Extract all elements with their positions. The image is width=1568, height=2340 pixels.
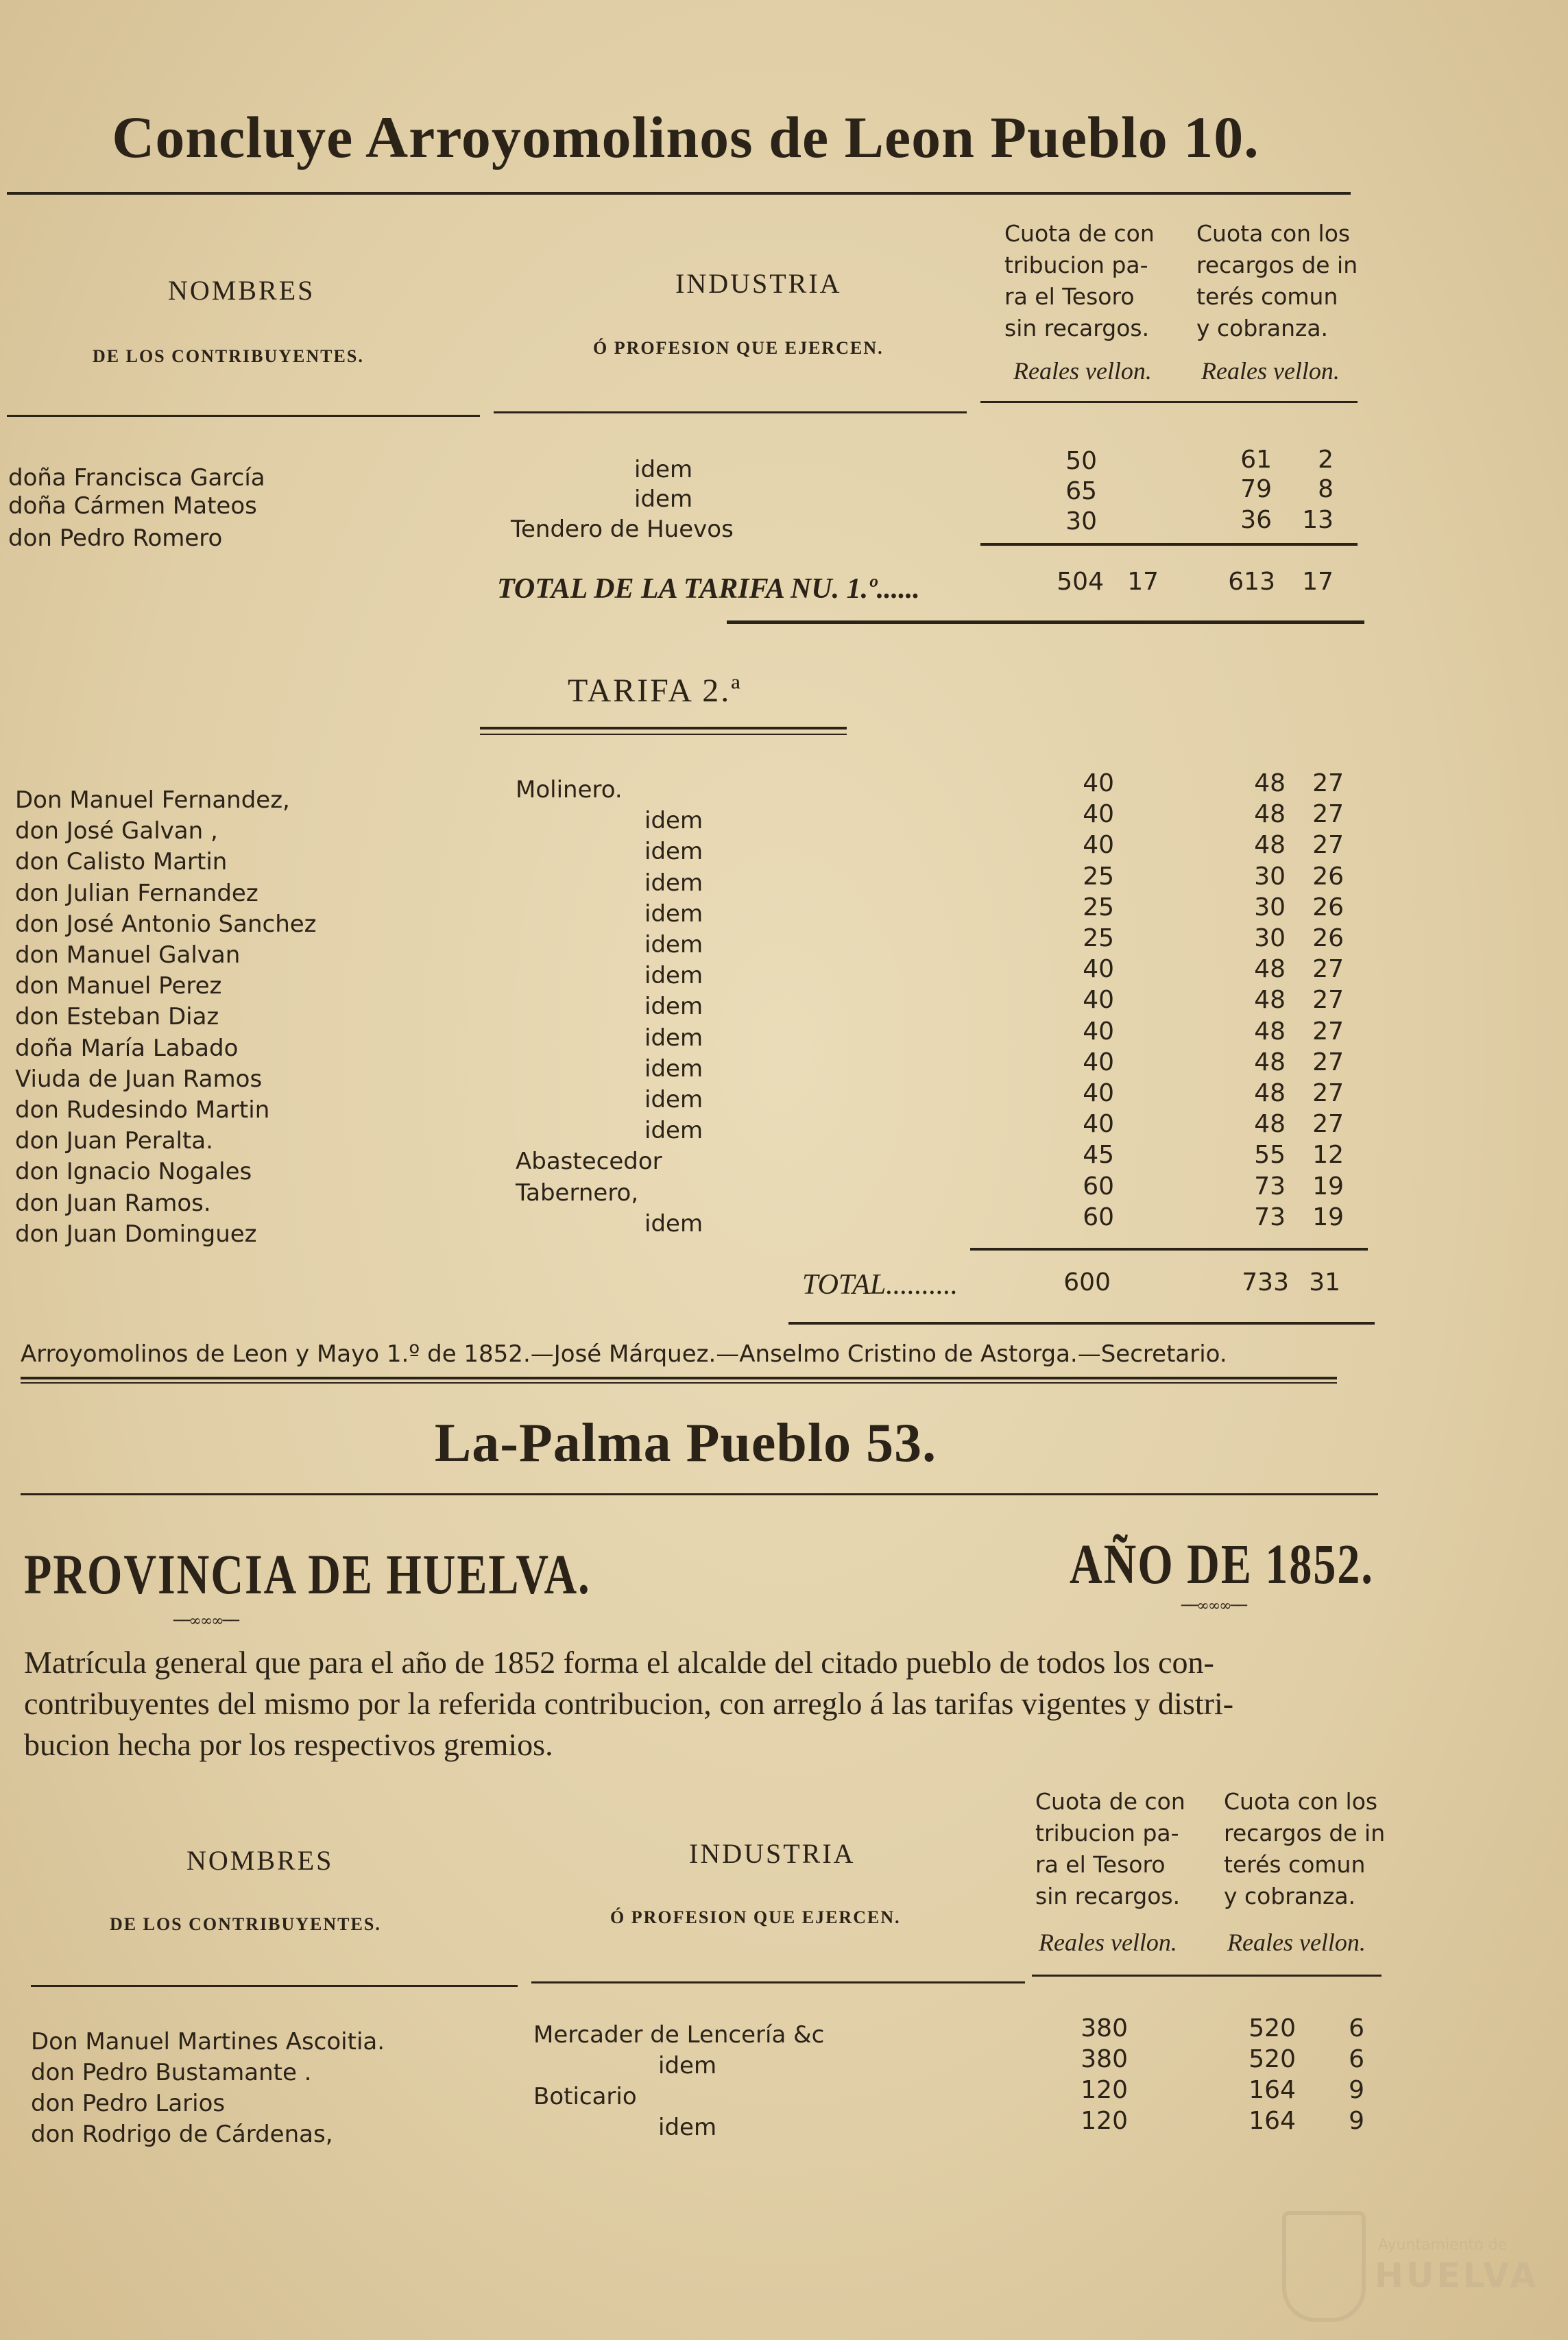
row-industry: idem bbox=[644, 993, 703, 1021]
row-name: don Esteban Diaz bbox=[15, 1003, 219, 1031]
row-industry: idem bbox=[658, 2052, 717, 2079]
row-cuota-recargos: 36 bbox=[1240, 506, 1272, 534]
watermark-main: HUELVA bbox=[1375, 2256, 1539, 2295]
row-industry: idem bbox=[644, 869, 703, 897]
row-industry: Boticario bbox=[533, 2083, 637, 2110]
row-industry: idem bbox=[644, 962, 703, 990]
row-cuota: 65 bbox=[1065, 477, 1097, 505]
row-cuota-cents: 13 bbox=[1302, 506, 1334, 534]
row-name: don Pedro Larios bbox=[31, 2090, 226, 2117]
row-cuota: 40 bbox=[1083, 769, 1114, 797]
row-name: doña Cármen Mateos bbox=[8, 492, 257, 520]
row-cuota-cents: 9 bbox=[1349, 2107, 1364, 2135]
row-cuota-cents: 9 bbox=[1349, 2076, 1364, 2104]
row-cuota-cents: 8 bbox=[1318, 475, 1334, 503]
ornament-icon: ──∞∞∞── bbox=[173, 1613, 238, 1630]
row-cuota-recargos: 48 bbox=[1254, 1048, 1286, 1076]
row-cuota: 380 bbox=[1081, 2014, 1128, 2042]
header-nombres: NOMBRES bbox=[186, 1845, 334, 1876]
row-cuota: 40 bbox=[1083, 1110, 1114, 1139]
divider bbox=[480, 727, 847, 729]
row-cuota-recargos: 30 bbox=[1254, 893, 1286, 921]
row-cuota: 50 bbox=[1065, 447, 1097, 475]
total-cuota-recargos: 613 bbox=[1228, 568, 1275, 596]
row-cuota: 25 bbox=[1083, 862, 1114, 891]
row-cuota-recargos: 73 bbox=[1254, 1172, 1286, 1201]
header-nombres-sub: DE LOS CONTRIBUYENTES. bbox=[93, 346, 364, 366]
divider bbox=[980, 543, 1358, 546]
row-industry: idem bbox=[658, 2114, 717, 2141]
divider bbox=[531, 1981, 1025, 1983]
row-name: don Ignacio Nogales bbox=[15, 1158, 252, 1186]
year-title: AÑO DE 1852. bbox=[1070, 1533, 1374, 1596]
row-name: don José Antonio Sanchez bbox=[15, 910, 317, 938]
row-cuota: 40 bbox=[1083, 1048, 1114, 1076]
row-industry: idem bbox=[644, 807, 703, 835]
row-cuota-recargos: 48 bbox=[1254, 955, 1286, 984]
total-cuota: 600 bbox=[1063, 1268, 1111, 1296]
row-cuota-cents: 27 bbox=[1312, 800, 1344, 829]
province-title: PROVINCIA DE HUELVA. bbox=[24, 1543, 591, 1606]
row-industry: idem bbox=[644, 1054, 703, 1083]
row-name: don Rudesindo Martin bbox=[15, 1096, 270, 1124]
row-name: don Pedro Romero bbox=[8, 524, 223, 552]
total-cuota-recargos: 733 bbox=[1242, 1268, 1289, 1296]
row-cuota-recargos: 61 bbox=[1240, 446, 1272, 474]
row-cuota: 60 bbox=[1083, 1172, 1114, 1201]
intro-paragraph: Matrícula general que para el año de 1852 forma el alcalde del citado pueblo de todos los con- contribuyentes del mismo por la referida contribucion, con arreglo á las tarifas vigentes y distri- bucion hecha por los respectivos gremios. bbox=[24, 1645, 1234, 1762]
row-name: don Manuel Perez bbox=[15, 972, 222, 1000]
row-name: don Juan Dominguez bbox=[15, 1220, 257, 1248]
row-cuota-cents: 27 bbox=[1312, 1048, 1344, 1076]
row-cuota-cents: 19 bbox=[1312, 1203, 1344, 1231]
row-cuota-recargos: 79 bbox=[1240, 475, 1272, 503]
row-cuota-recargos: 164 bbox=[1249, 2107, 1296, 2135]
row-cuota-cents: 19 bbox=[1312, 1172, 1344, 1201]
row-cuota-recargos: 48 bbox=[1254, 1017, 1286, 1046]
row-cuota: 40 bbox=[1083, 831, 1114, 860]
row-cuota-cents: 27 bbox=[1312, 955, 1344, 984]
row-cuota-cents: 27 bbox=[1312, 769, 1344, 797]
row-cuota-cents: 27 bbox=[1312, 986, 1344, 1015]
header-industria-sub: Ó PROFESION QUE EJERCEN. bbox=[610, 1907, 901, 1927]
row-cuota-cents: 26 bbox=[1312, 924, 1344, 952]
row-cuota: 40 bbox=[1083, 800, 1114, 829]
watermark-top: Ayuntamiento de bbox=[1378, 2236, 1508, 2254]
row-cuota-cents: 27 bbox=[1312, 831, 1344, 860]
row-cuota-recargos: 30 bbox=[1254, 862, 1286, 891]
footer-signature: Arroyomolinos de Leon y Mayo 1.º de 1852.—José Márquez.—Anselmo Cristino de Astorga.—Secretario. bbox=[21, 1340, 1227, 1368]
row-cuota: 40 bbox=[1083, 1017, 1114, 1046]
row-cuota-recargos: 520 bbox=[1249, 2014, 1296, 2042]
row-cuota-recargos: 48 bbox=[1254, 831, 1286, 860]
header-cuota-tesoro: Cuota de con tribucion pa- ra el Tesoro sin recargos. bbox=[1035, 1788, 1185, 1909]
header-nombres-sub: DE LOS CONTRIBUYENTES. bbox=[110, 1914, 381, 1934]
row-industry: idem bbox=[644, 1024, 703, 1052]
row-cuota: 25 bbox=[1083, 893, 1114, 921]
total-label: TOTAL DE LA TARIFA NU. 1.º...... bbox=[497, 573, 920, 605]
row-cuota-cents: 6 bbox=[1349, 2014, 1364, 2042]
row-cuota-recargos: 30 bbox=[1254, 924, 1286, 952]
divider bbox=[7, 192, 1351, 195]
row-industry: idem bbox=[644, 931, 703, 958]
row-cuota-cents: 26 bbox=[1312, 893, 1344, 921]
row-cuota-cents: 27 bbox=[1312, 1017, 1344, 1046]
row-cuota: 45 bbox=[1083, 1141, 1114, 1170]
row-cuota-cents: 12 bbox=[1312, 1141, 1344, 1170]
row-name: Don Manuel Martines Ascoitia. bbox=[31, 2028, 385, 2055]
row-cuota-recargos: 48 bbox=[1254, 1110, 1286, 1139]
row-name: don Manuel Galvan bbox=[15, 941, 241, 969]
row-cuota-cents: 27 bbox=[1312, 1079, 1344, 1107]
row-cuota: 30 bbox=[1065, 507, 1097, 535]
header-unit-2: Reales vellon. bbox=[1201, 357, 1340, 385]
row-name: doña María Labado bbox=[15, 1034, 239, 1062]
divider bbox=[7, 415, 480, 417]
header-industria: INDUSTRIA bbox=[675, 268, 842, 299]
row-cuota-cents: 26 bbox=[1312, 862, 1344, 891]
row-cuota-recargos: 164 bbox=[1249, 2076, 1296, 2104]
row-cuota-recargos: 55 bbox=[1254, 1141, 1286, 1170]
row-name: don Juan Peralta. bbox=[15, 1127, 213, 1155]
row-cuota-recargos: 520 bbox=[1249, 2045, 1296, 2073]
header-unit-1: Reales vellon. bbox=[1039, 1929, 1177, 1956]
row-cuota-cents: 27 bbox=[1312, 1110, 1344, 1139]
divider bbox=[31, 1985, 518, 1987]
row-cuota: 120 bbox=[1081, 2107, 1128, 2135]
row-industry: Mercader de Lencería &c bbox=[533, 2021, 825, 2049]
row-industry: idem bbox=[644, 838, 703, 866]
row-industry: idem bbox=[634, 456, 693, 483]
row-cuota-recargos: 48 bbox=[1254, 800, 1286, 829]
row-name: don Calisto Martin bbox=[15, 848, 228, 876]
total-cuota-recargos-cents: 31 bbox=[1309, 1268, 1340, 1296]
row-cuota-recargos: 73 bbox=[1254, 1203, 1286, 1231]
section-title: La-Palma Pueblo 53. bbox=[434, 1413, 937, 1473]
row-cuota: 60 bbox=[1083, 1203, 1114, 1231]
row-name: don José Galvan , bbox=[15, 817, 218, 845]
divider bbox=[21, 1382, 1337, 1384]
row-name: doña Francisca García bbox=[8, 464, 265, 492]
divider bbox=[21, 1493, 1378, 1495]
divider bbox=[1032, 1975, 1382, 1977]
row-name: don Juan Ramos. bbox=[15, 1189, 211, 1217]
row-industry: Abastecedor bbox=[516, 1148, 662, 1176]
row-cuota-recargos: 48 bbox=[1254, 769, 1286, 797]
header-industria: INDUSTRIA bbox=[689, 1838, 856, 1869]
divider bbox=[980, 401, 1358, 403]
row-industry: idem bbox=[644, 1086, 703, 1113]
total-cuota: 504 bbox=[1057, 568, 1104, 596]
row-cuota-recargos: 48 bbox=[1254, 1079, 1286, 1107]
row-cuota-recargos: 48 bbox=[1254, 986, 1286, 1015]
row-industry: Molinero. bbox=[516, 776, 623, 804]
divider bbox=[788, 1322, 1375, 1325]
header-cuota-tesoro: Cuota de con tribucion pa- ra el Tesoro sin recargos. bbox=[1004, 220, 1155, 341]
row-cuota: 40 bbox=[1083, 986, 1114, 1015]
row-cuota-cents: 6 bbox=[1349, 2045, 1364, 2073]
row-cuota: 40 bbox=[1083, 955, 1114, 984]
row-name: don Rodrigo de Cárdenas, bbox=[31, 2121, 333, 2148]
row-name: don Pedro Bustamante . bbox=[31, 2059, 312, 2086]
divider bbox=[21, 1377, 1337, 1379]
row-cuota: 380 bbox=[1081, 2045, 1128, 2073]
tarifa-heading: TARIFA 2.ª bbox=[568, 673, 743, 709]
total-label: TOTAL.......... bbox=[802, 1269, 958, 1301]
row-cuota: 120 bbox=[1081, 2076, 1128, 2104]
divider bbox=[970, 1248, 1368, 1251]
header-cuota-recargos: Cuota con los recargos de in terés comun y cobranza. bbox=[1224, 1788, 1386, 1909]
header-unit-1: Reales vellon. bbox=[1013, 357, 1152, 385]
row-cuota-cents: 2 bbox=[1318, 446, 1334, 474]
row-name: Don Manuel Fernandez, bbox=[15, 786, 290, 814]
header-cuota-recargos: Cuota con los recargos de in terés comun y cobranza. bbox=[1196, 220, 1358, 341]
ornament-icon: ──∞∞∞── bbox=[1181, 1597, 1246, 1615]
row-industry: idem bbox=[634, 485, 693, 513]
row-industry: idem bbox=[644, 1117, 703, 1145]
row-industry: Tendero de Huevos bbox=[511, 516, 734, 543]
divider bbox=[480, 734, 847, 735]
row-name: don Julian Fernandez bbox=[15, 879, 258, 907]
header-unit-2: Reales vellon. bbox=[1227, 1929, 1366, 1956]
row-cuota: 25 bbox=[1083, 924, 1114, 952]
total-cuota-recargos-cents: 17 bbox=[1302, 568, 1334, 596]
header-industria-sub: Ó PROFESION QUE EJERCEN. bbox=[593, 338, 884, 358]
row-industry: idem bbox=[644, 1209, 703, 1238]
row-name: Viuda de Juan Ramos bbox=[15, 1065, 263, 1093]
row-cuota: 40 bbox=[1083, 1079, 1114, 1107]
divider bbox=[727, 620, 1364, 624]
header-nombres: NOMBRES bbox=[168, 275, 315, 306]
row-industry: idem bbox=[644, 900, 703, 928]
divider bbox=[494, 411, 967, 413]
section-title: Concluye Arroyomolinos de Leon Pueblo 10. bbox=[112, 104, 1259, 170]
row-industry: Tabernero, bbox=[516, 1179, 639, 1207]
crest-icon bbox=[1282, 2211, 1366, 2322]
total-cuota-cents: 17 bbox=[1127, 568, 1159, 596]
